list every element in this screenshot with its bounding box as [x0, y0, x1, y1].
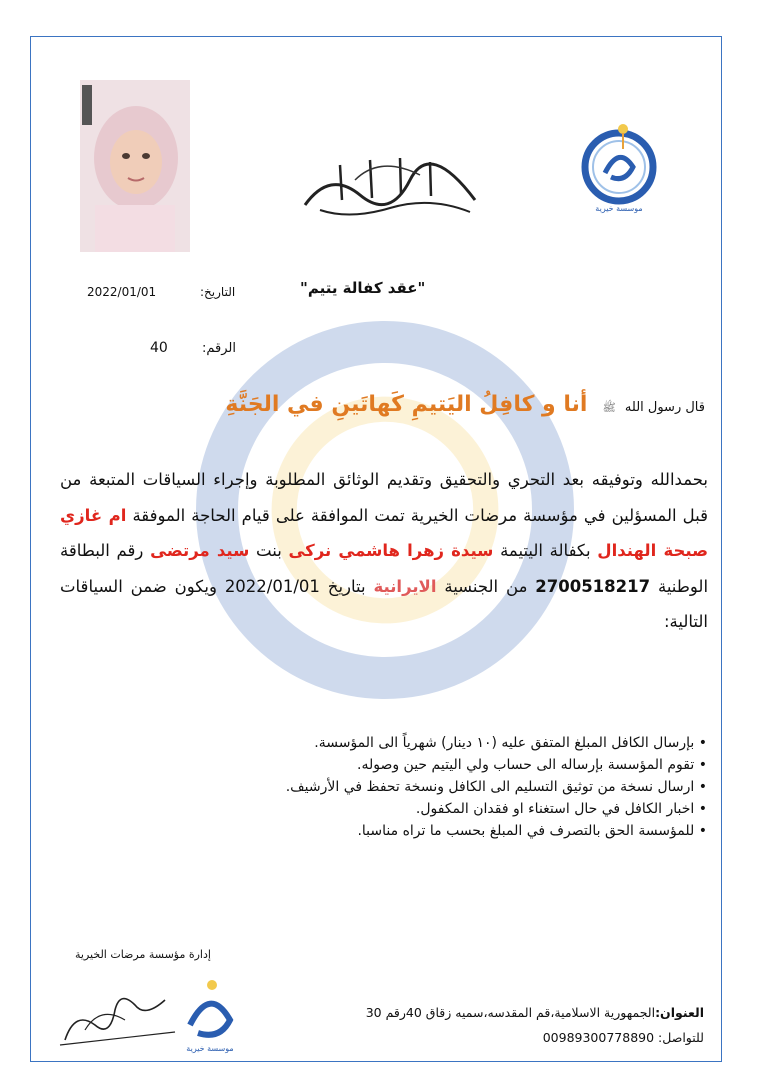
- para-text-4: رقم البطاقة الوطنية: [60, 541, 709, 596]
- honorific-icon: ﷺ: [602, 401, 616, 414]
- number-value: 40: [150, 340, 168, 356]
- orphan-photo: [80, 80, 190, 252]
- terms-list: [180, 732, 707, 842]
- foundation-logo-small: [170, 975, 250, 1055]
- sponsor-name: ام غازي صبحة الهندال: [60, 505, 709, 560]
- contract-date: 2022/01/01: [224, 576, 320, 596]
- para-text-2: بكفالة اليتيمة: [500, 541, 591, 560]
- svg-text:موسسة خيرية: موسسة خيرية: [595, 204, 643, 213]
- address-line: [290, 1005, 704, 1020]
- para-text-7: ويكون ضمن السياقات التالية:: [60, 576, 708, 631]
- para-text-3: بنت: [256, 541, 282, 560]
- phone-value: 00989300778890: [542, 1030, 655, 1045]
- hadith-line: [180, 392, 705, 417]
- term-item: • تقوم المؤسسة بإرساله الى حساب ولي اليتيم حين وصوله.: [180, 754, 707, 776]
- para-text-6: بتاريخ: [327, 576, 366, 596]
- term-item: • ارسال نسخة من توثيق التسليم الى الكافل ونسخة تحفظ في الأرشيف.: [180, 776, 707, 798]
- basmala-calligraphy: [300, 150, 480, 225]
- address-label: العنوان:: [655, 1005, 704, 1020]
- contract-paragraph: [60, 462, 708, 640]
- number-label: الرقم:: [202, 341, 236, 356]
- date-label: التاريخ:: [200, 285, 236, 299]
- hadith-quote: أنا و كافِلُ اليَتيمِ كَهاتَينِ في الجَنَّةِ: [225, 392, 588, 417]
- term-item: • بإرسال الكافل المبلغ المتفق عليه (١٠ دينار) شهرياً الى المؤسسة.: [180, 732, 707, 754]
- phone-line: [440, 1030, 704, 1045]
- phone-label: للتواصل:: [658, 1030, 704, 1045]
- admin-label: إدارة مؤسسة مرضات الخيرية: [75, 948, 211, 961]
- father-name: سيد مرتضى: [150, 541, 250, 560]
- orphan-name: سيدة زهرا هاشمي نركى: [288, 541, 494, 560]
- nationality: الايرانية: [373, 576, 437, 596]
- document-title: "عقد كفالة يتيم": [300, 279, 426, 297]
- national-id-number: 2700518217: [535, 576, 651, 596]
- hadith-intro: قال رسول الله: [624, 400, 705, 415]
- signature-image: [55, 970, 180, 1055]
- para-text-1: بحمدالله وتوفيقه بعد التحري والتحقيق وتقديم الوثائق المطلوبة وإجراء السياقات المتبعة من قبل المسؤلين في مؤسسة مرضات الخيرية تمت الموافقة على قيام الحاجة الموفقة: [60, 470, 708, 525]
- foundation-logo: [575, 115, 663, 215]
- date-value: 2022/01/01: [87, 285, 157, 299]
- term-item: • للمؤسسة الحق بالتصرف في المبلغ بحسب ما تراه مناسبا.: [180, 820, 707, 842]
- svg-text:موسسة خيرية: موسسة خيرية: [186, 1044, 234, 1053]
- term-item: • اخبار الكافل في حال استغناء او فقدان المكفول.: [180, 798, 707, 820]
- address-value: الجمهورية الاسلامية،قم المقدسه،سميه زقاق 40رقم 30: [365, 1005, 656, 1020]
- para-text-5: من الجنسية: [444, 576, 528, 596]
